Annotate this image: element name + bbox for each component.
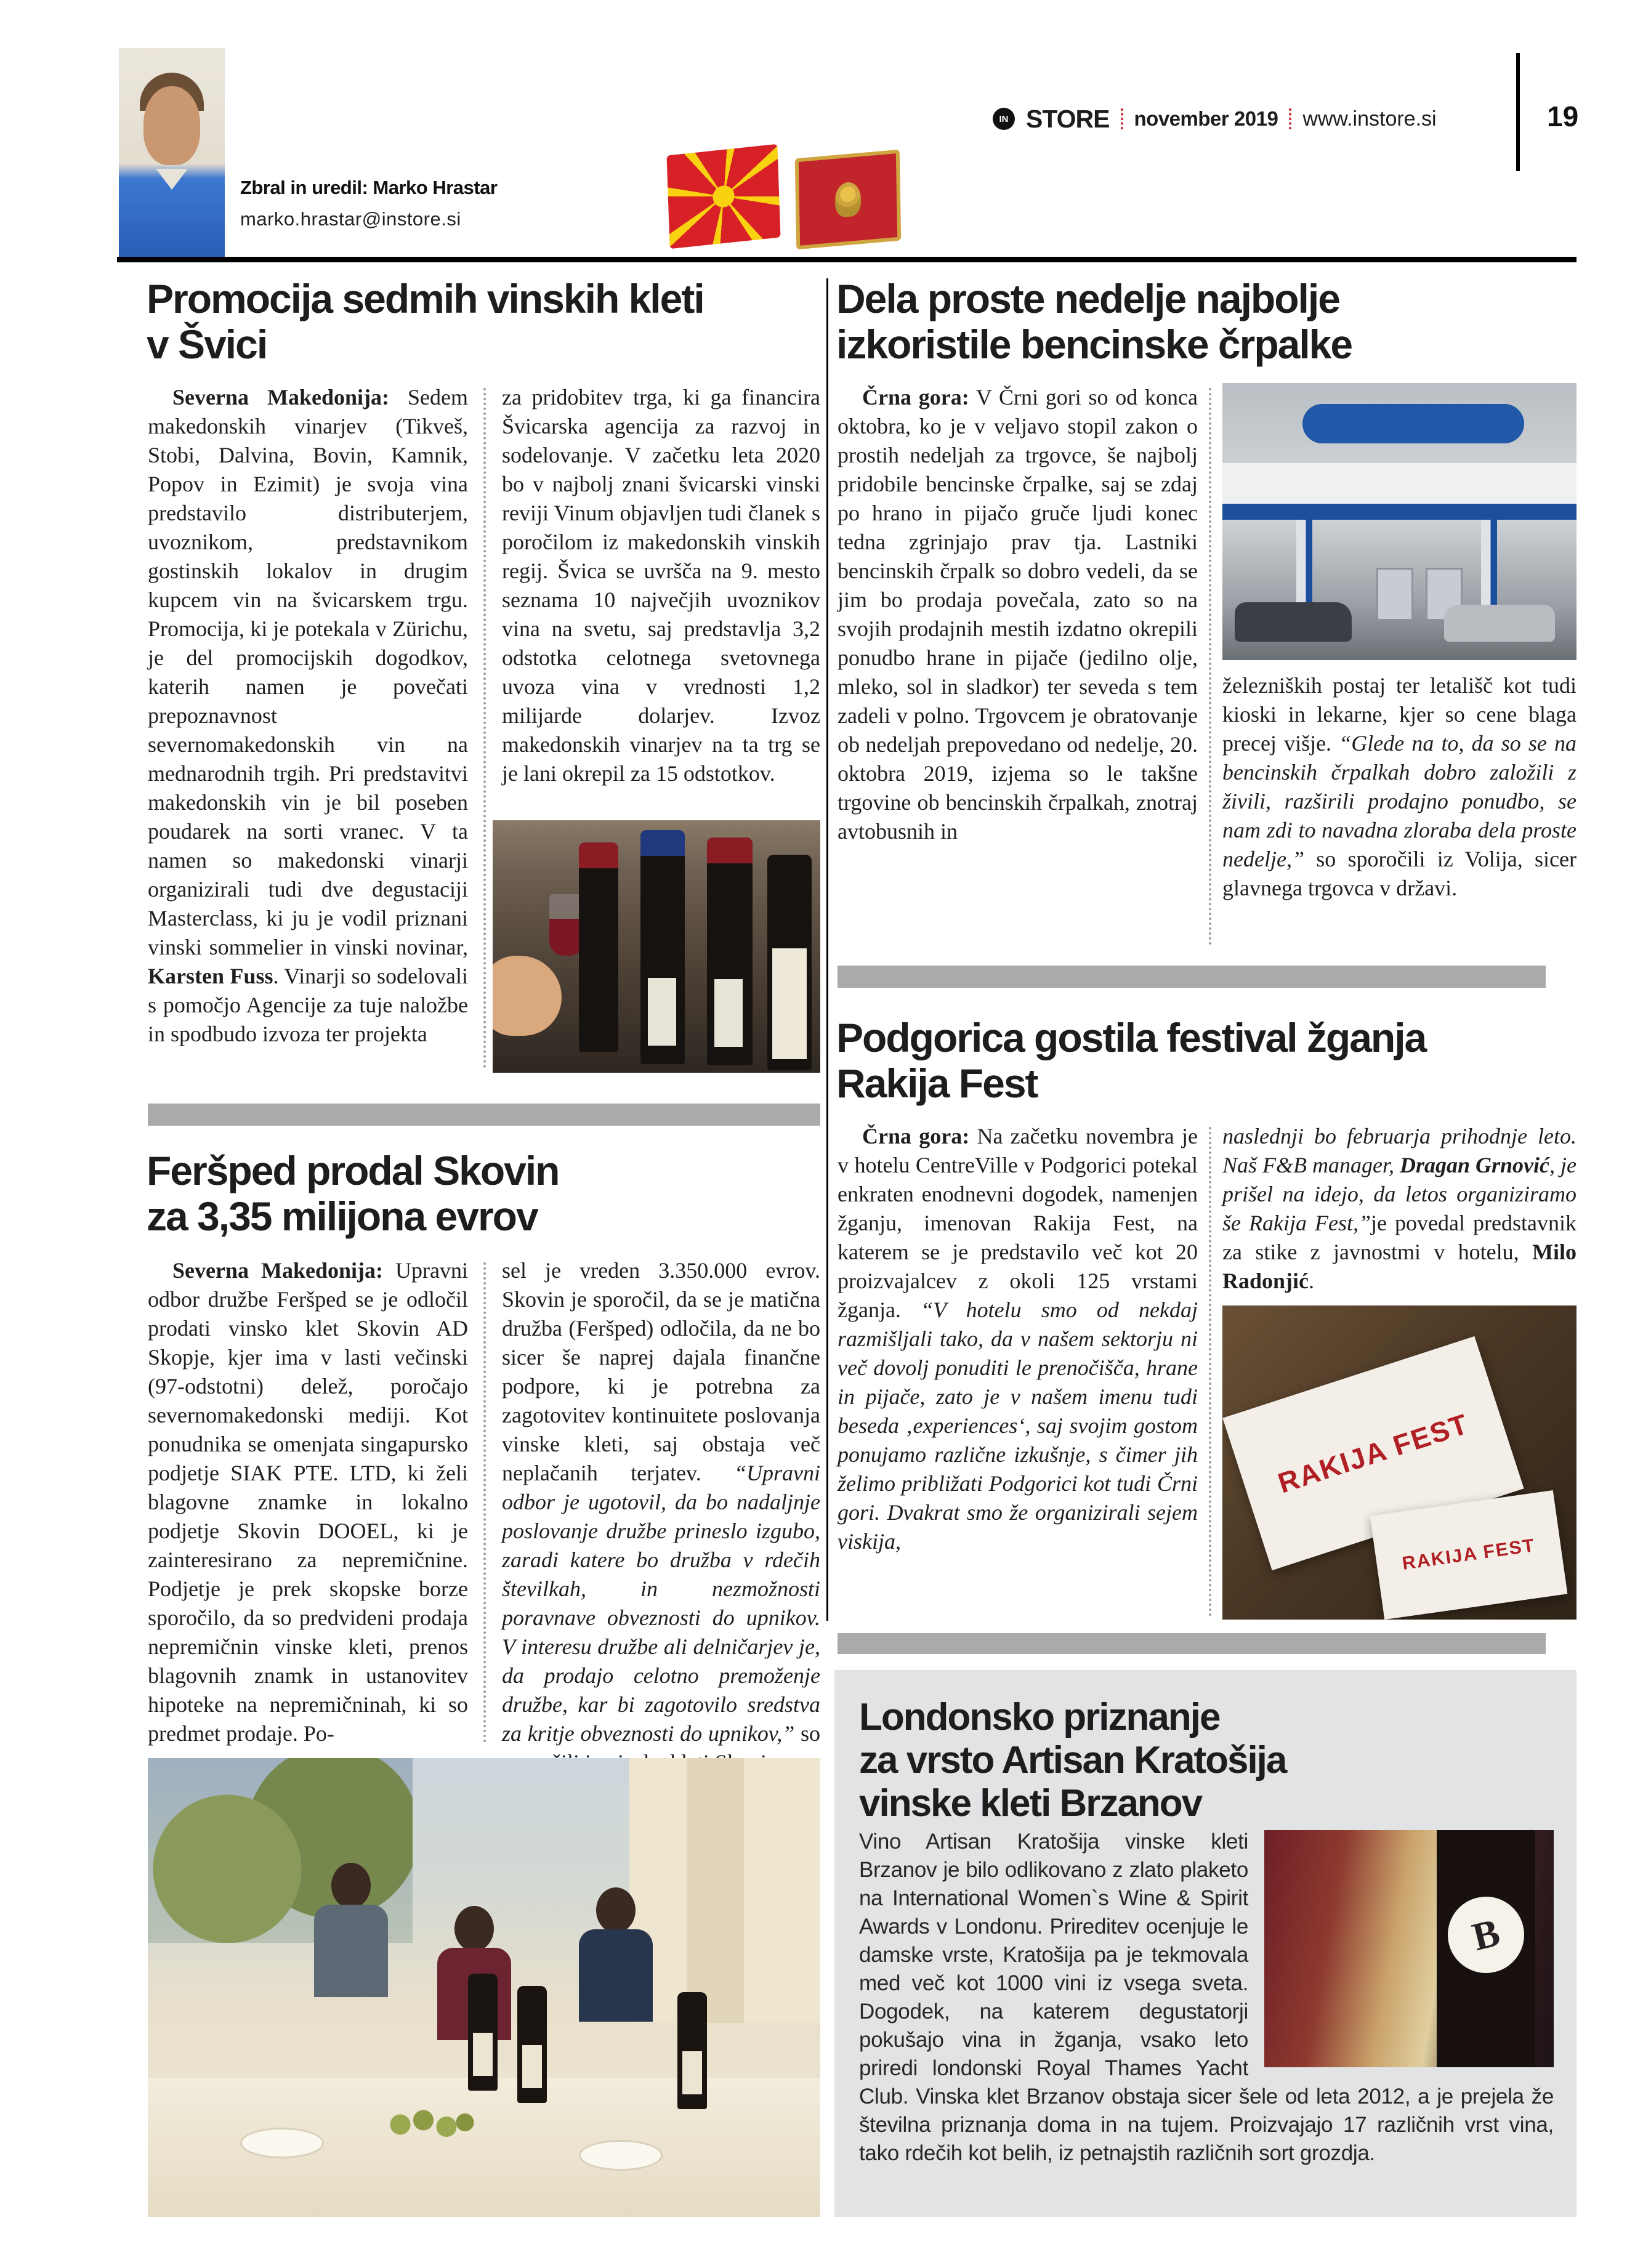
article-crpalke-column-2: [1222, 671, 1576, 903]
dateline: Črna gora:: [862, 1124, 970, 1148]
bottle-shape: [640, 830, 685, 1064]
portrait-face-shape: [143, 86, 200, 165]
gas-station-photo: [1222, 383, 1576, 660]
article-crpalke-title: [836, 276, 1575, 367]
quote-text: naslednji bo februarja prihodnje leto. Naš F&B manager,: [1222, 1124, 1576, 1177]
rakija-fest-logo-text: RAKIJA FEST: [1274, 1407, 1473, 1499]
montenegro-emblem-shape: [835, 181, 862, 218]
header-rule: [117, 257, 1576, 262]
pillar-shape: [1296, 520, 1312, 612]
body-text: Upravni odbor družbe Feršped se je odločil prodati vinsko klet Skovin AD Skopje, kjer ima v lasti večinski (97-odstotni) delež, poročajo severnomakedonski mediji. Kot ponudnika se omenjata singapursko podjetje SIAK PTE. LTD, ki želi blagovne znamke in lokalno podjetje Skovin DOOEL, ki je zainteresirano za nepremičnine. Podjetje je prek skopske borze sporočilo, da so predvideni prodaja nepremičnin vinske kleti, prenos blagovnih znamk in ustanovitev hipoteke na nepremičninah, ki so predmet prodaje. Po-: [148, 1258, 469, 1746]
brzanov-label-icon: B: [1440, 1889, 1532, 1981]
editor-photo: [119, 48, 225, 259]
rakija-fest-photo: [1222, 1306, 1576, 1620]
body-text: so: [800, 1721, 820, 1746]
body-text: Na začetku novembra je v hotelu CentreVille v Podgorici potekal enkraten enodnevni dogodek, namenjen žganju, imenovan Rakija Fest, na katerem se je predstavilo več kot 20 proizvajalcev z okoli 125 vrstami žganja.: [838, 1124, 1198, 1322]
article-svica-title: [147, 276, 824, 367]
dateline: Severna Makedonija:: [172, 1258, 384, 1283]
byline-email[interactable]: marko.hrastar@instore.si: [240, 208, 461, 230]
drape-shape: [629, 1758, 820, 2023]
body-text: za pridobitev trga, ki ga financira Švicarska agencija za razvoj in sodelovanje. V začetku leta 2020 bo v najbolj znani švicarski vinski reviji Vinum objavljen tudi članek s poročilom iz makedonskih vinskih regij. Švica se uvršča na 9. mesto seznama 10 največjih uvoznikov vina na svetu, saj predstavlja 3,2 odstotka celotnega svetovnega uvoza vina v vrednosti 1,2 milijarde dolarjev. Izvoz makedonskih vinarjev na ta trg se je lani okrepil za 15 odstotkov.: [502, 385, 820, 786]
bottle-shape: [579, 842, 618, 1052]
masthead: [993, 103, 1437, 134]
article-brzanov-body: [859, 1828, 1554, 2168]
person-shape: [314, 1863, 388, 1997]
section-separator-bar: [838, 1633, 1546, 1654]
bottle-shape: [707, 837, 753, 1065]
title-line: Podgorica gostila festival žganja: [836, 1015, 1426, 1060]
car-shape: [1235, 602, 1352, 642]
title-line: Promocija sedmih vinskih kleti: [147, 276, 704, 321]
body-text: so sporočili iz Volija, sicer glavnega trgovca v državi.: [1222, 847, 1576, 900]
body-text: železniških postaj ter letališč kot tudi kioski in lekarne, kjer so cene blaga precej višje.: [1222, 673, 1576, 756]
canopy-shape: [1222, 463, 1576, 504]
dotted-column-separator: [483, 1262, 486, 1743]
dateline: Črna gora:: [862, 385, 969, 410]
dotted-column-separator: [483, 388, 486, 1068]
body-text: Vino Artisan Kratošija vinske kleti Brzanov je bilo odlikovano z zlato plaketo na International Women`s Wine & Spirit Awards v Londonu. Prireditev ocenjuje le damske vrste, Kratošija pa je tekmovala med več kot 1000 vini iz vsega sveta. Dogodek, na katerem degustatorji pokušajo vina in žganja, vsako leto priredi londonski Royal Thames Yacht Club. Vinska klet Brzanov obstaja sicer šele od leta 2012, a je prejela že številna priznanja doma in na tujem. Proizvajajo 17 različnih vrst vina, tako rdečih kot belih, iz petnajstih različnih sort grozdja.: [859, 1830, 1554, 2165]
byline: Zbral in uredil: Marko Hrastar: [240, 177, 498, 198]
article-fersped-column-1: [148, 1256, 468, 1748]
dotted-column-separator: [1209, 1127, 1211, 1616]
person-shape: [579, 1887, 653, 2022]
rakija-fest-logo-text: RAKIJA FEST: [1400, 1535, 1536, 1574]
bottle-shape: [468, 1974, 498, 2091]
brzanov-bottle-photo: [1264, 1830, 1554, 2067]
quote-text: , je prišel na idejo, da letos organiziramo še Rakija Fest,”: [1222, 1153, 1577, 1235]
montenegro-flag-icon: [795, 150, 902, 250]
fuel-pump-shape: [1376, 568, 1413, 621]
body-text: .: [1309, 1269, 1315, 1293]
north-macedonia-flag-icon: [666, 144, 780, 249]
hand-shape: [493, 956, 562, 1036]
title-line: za 3,35 milijona evrov: [147, 1193, 538, 1239]
title-line: izkoristile bencinske črpalke: [836, 321, 1352, 367]
portrait-collar-shape: [156, 169, 188, 190]
body-text: V Črni gori so od konca oktobra, ko je v veljavo stopil zakon o prostih nedeljah za trgovce, še najbolj pridobile bencinske črpalke, saj se zdaj po hrano in pijačo gruče ljudi konec tedna zgrinjajo prav tja. Lastniki bencinskih črpalk so dobro vedeli, da se jim bo prodaja povečala, zato so na svojih prodajnih mestih izdatno okrepili ponudbo hrane in pijače (jedilno olje, mleko, sol in sladkor) ter seveda s tem zadeli v polno. Trgovcem je obratovanje ob nedeljah prepovedano od nedelje, 20. oktobra 2019, izjema so le takšne trgovine ob bencinskih črpalkah, znotraj avtobusnih in: [838, 385, 1198, 844]
grapes-shape: [382, 2103, 474, 2146]
title-line: Rakija Fest: [836, 1060, 1038, 1106]
wine-bottles-photo: [493, 820, 820, 1073]
header-divider: [1516, 53, 1520, 171]
dateline: Severna Makedonija:: [172, 385, 389, 410]
station-sign-shape: [1302, 404, 1524, 443]
title-line: Dela proste nedelje najbolje: [836, 276, 1339, 321]
article-brzanov-title: [859, 1696, 1286, 1825]
title-line: Londonsko priznanje: [859, 1696, 1220, 1738]
page-number: 19: [1547, 100, 1579, 132]
website-link[interactable]: www.instore.si: [1302, 107, 1437, 131]
winery-terrace-photo: [148, 1758, 820, 2217]
plate-shape: [579, 2140, 663, 2171]
article-fersped-column-2: [502, 1256, 820, 1777]
article-brzanov-box: [834, 1670, 1576, 2217]
plate-shape: [240, 2128, 324, 2158]
article-rakija-column-2: [1222, 1122, 1576, 1296]
article-svica-column-1: [148, 383, 468, 1049]
person-name: Dragan Grnović: [1400, 1153, 1550, 1177]
pillar-shape: [1481, 520, 1497, 612]
article-rakija-column-1: [838, 1122, 1198, 1556]
bottle-shape: [767, 855, 812, 1070]
dotted-separator-icon: [1289, 108, 1291, 129]
body-text: Sedem makedonskih vinarjev (Tikveš, Stobi, Dalvina, Bovin, Kamnik, Popov in Ezimit) je svoja vina predstavilo distributerjem, uvoznikom, predstavnikom gostinskih lokalov in drugim kupcem vin na švicarskem trgu. Promocija, ki je potekala v Zürichu, je del promocijskih dogodkov, katerih namen je povečati prepoznavnost severnomakedonskih vin na mednarodnih trgih. Pri predstavitvi makedonskih vin je bil poseben poudarek na sorti vranec. V ta namen so makedonski vinarji organizirali tudi dve degustaciji Masterclass, ki ju je vodil priznani vinski sommelier in vinski novinar,: [148, 385, 468, 959]
instore-logo-icon: IN: [993, 108, 1015, 130]
body-text: sel je vreden 3.350.000 evrov. Skovin je sporočil, da se je matična družba (Feršped) odločila, da ne bo sicer še naprej dajala finančne podpore, ki je potrebna za zagotovitev kontinuitete poslovanja vinske kleti, saj obstaja več neplačanih terjatev.: [502, 1258, 820, 1485]
column-divider-rule: [826, 278, 828, 1621]
section-separator-bar: [838, 966, 1546, 988]
issue-date: november 2019: [1134, 107, 1278, 130]
brand-name: STORE: [1026, 104, 1110, 133]
title-line: Feršped prodal Skovin: [147, 1148, 559, 1193]
article-fersped-title: [147, 1148, 824, 1239]
body-text: . Vinarji so sodelovali s pomočjo Agencije za tuje naložbe in spodbudo izvoza ter projekta: [148, 964, 469, 1046]
quote-text: “V hotelu smo od nekdaj razmišljali tako, da v našem sektorju ni več dovolj ponuditi le prenočišča, hrane in pijače, zato je v našem imenu tudi beseda ‚experiences‘, saj svojim gostom ponujamo različne izkušnje, s čimer jih želimo približati Podgorici kot tudi Črni gori. Dvakrat smo že organizirali sejem viskija,: [838, 1297, 1198, 1554]
article-svica-column-2: [502, 383, 820, 788]
article-crpalke-column-1: [838, 383, 1198, 846]
car-shape: [1444, 605, 1555, 642]
person-name: Karsten Fuss: [148, 964, 273, 988]
body-text: je povedal predstavnik za stike z javnostmi v hotelu,: [1222, 1211, 1576, 1264]
section-separator-bar: [148, 1104, 820, 1126]
bottle-shape: [677, 1992, 707, 2109]
dotted-separator-icon: [1121, 108, 1123, 129]
quote-text: “Glede na to, da so se na bencinskih črpalkah dobro založili z živili, razširili prodajno ponudbo, se nam zdi to navadna zloraba dela proste nedelje,”: [1222, 731, 1577, 871]
dotted-column-separator: [1209, 388, 1211, 945]
title-line: vinske kleti Brzanov: [859, 1782, 1202, 1825]
canopy-fascia-shape: [1222, 504, 1576, 520]
title-line: v Švici: [147, 321, 267, 367]
bottle-shape: [517, 1986, 547, 2103]
person-name: Milo Radonjić: [1222, 1240, 1576, 1293]
article-rakija-title: [836, 1015, 1575, 1106]
quote-text: “Upravni odbor je ugotovil, da bo nadaljnje poslovanje družbe prineslo izgubo, zaradi katere bo družba v rdečih številkah, in nezmožnosti poravnave obveznosti do upnikov. V interesu družbe ali delničarjev je, da prodajo celotno premoženje družbe, kar bi zagotovilo sredstva za kritje obveznosti do upnikov,”: [502, 1461, 820, 1746]
title-line: za vrsto Artisan Kratošija: [859, 1739, 1286, 1782]
